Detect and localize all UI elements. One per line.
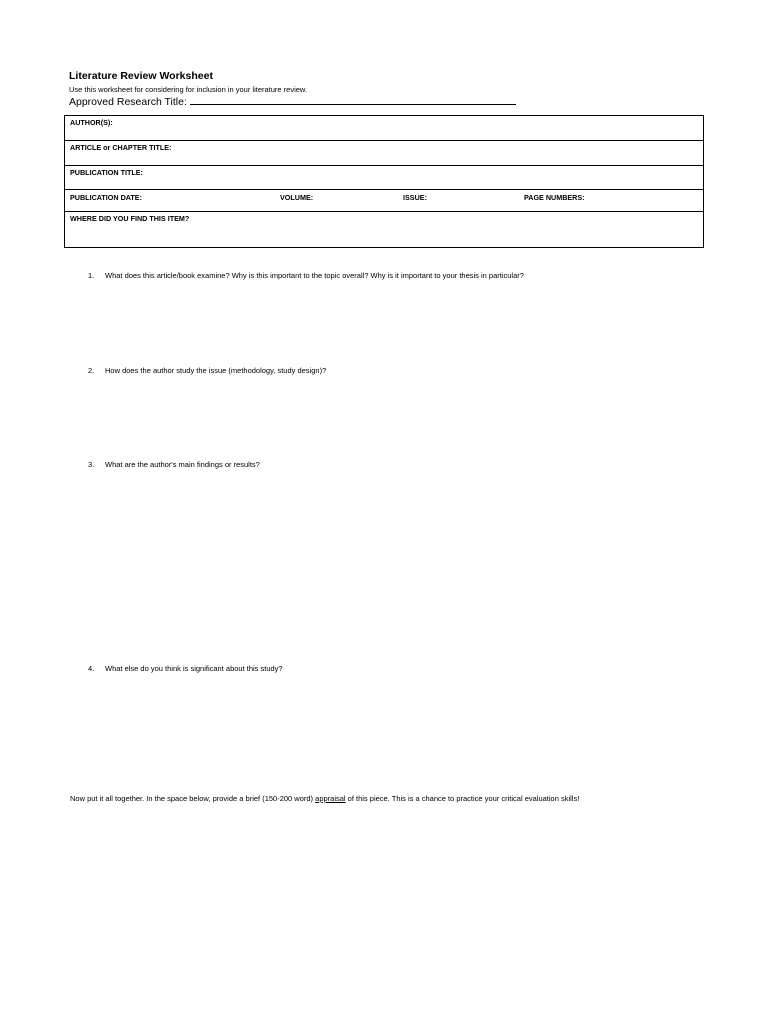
question-text: What are the author's main findings or results? (105, 460, 260, 469)
summary-text-before: Now put it all together. In the space below, provide a brief (150-200 word) (70, 794, 316, 803)
table-row (65, 190, 704, 212)
publication-date-label: PUBLICATION DATE: (70, 193, 142, 202)
authors-cell (65, 116, 704, 141)
question-number: 2. (88, 366, 95, 375)
question-number: 3. (88, 460, 95, 469)
where-found-label: WHERE DID YOU FIND THIS ITEM? (70, 214, 190, 223)
summary-text-after: of this piece. This is a chance to practice your critical evaluation skills! (345, 794, 580, 803)
approved-research-title (69, 96, 516, 108)
table-row (65, 212, 704, 248)
article-title-label: ARTICLE or CHAPTER TITLE: (70, 143, 172, 152)
article-title-cell (65, 141, 704, 166)
volume-label: VOLUME: (280, 193, 314, 202)
question-text: What does this article/book examine? Why is this important to the topic overall? Why is it important to your thesis in particular? (105, 271, 524, 280)
publication-details (70, 190, 703, 205)
table-row (65, 166, 704, 190)
publication-title-label: PUBLICATION TITLE: (70, 168, 143, 177)
question-text: What else do you think is significant about this study? (105, 664, 283, 673)
worksheet-title: Literature Review Worksheet (69, 70, 213, 82)
citation-info-table (64, 115, 704, 248)
page-numbers-label: PAGE NUMBERS: (524, 193, 585, 202)
worksheet-instruction: Use this worksheet for considering for inclusion in your literature review. (69, 85, 308, 94)
question-text: How does the author study the issue (methodology, study design)? (105, 366, 327, 375)
table-row (65, 141, 704, 166)
issue-label: ISSUE: (403, 193, 427, 202)
publication-details-cell (65, 190, 704, 212)
question-number: 1. (88, 271, 95, 280)
summary-instruction (70, 794, 579, 803)
question-number: 4. (88, 664, 95, 673)
approved-research-title-blank (190, 103, 516, 105)
approved-research-title-label: Approved Research Title: (69, 96, 187, 108)
publication-title-cell (65, 166, 704, 190)
where-found-cell (65, 212, 704, 248)
authors-label: AUTHOR(S): (70, 118, 113, 127)
summary-underlined-word: appraisal (315, 794, 346, 803)
table-row (65, 116, 704, 141)
